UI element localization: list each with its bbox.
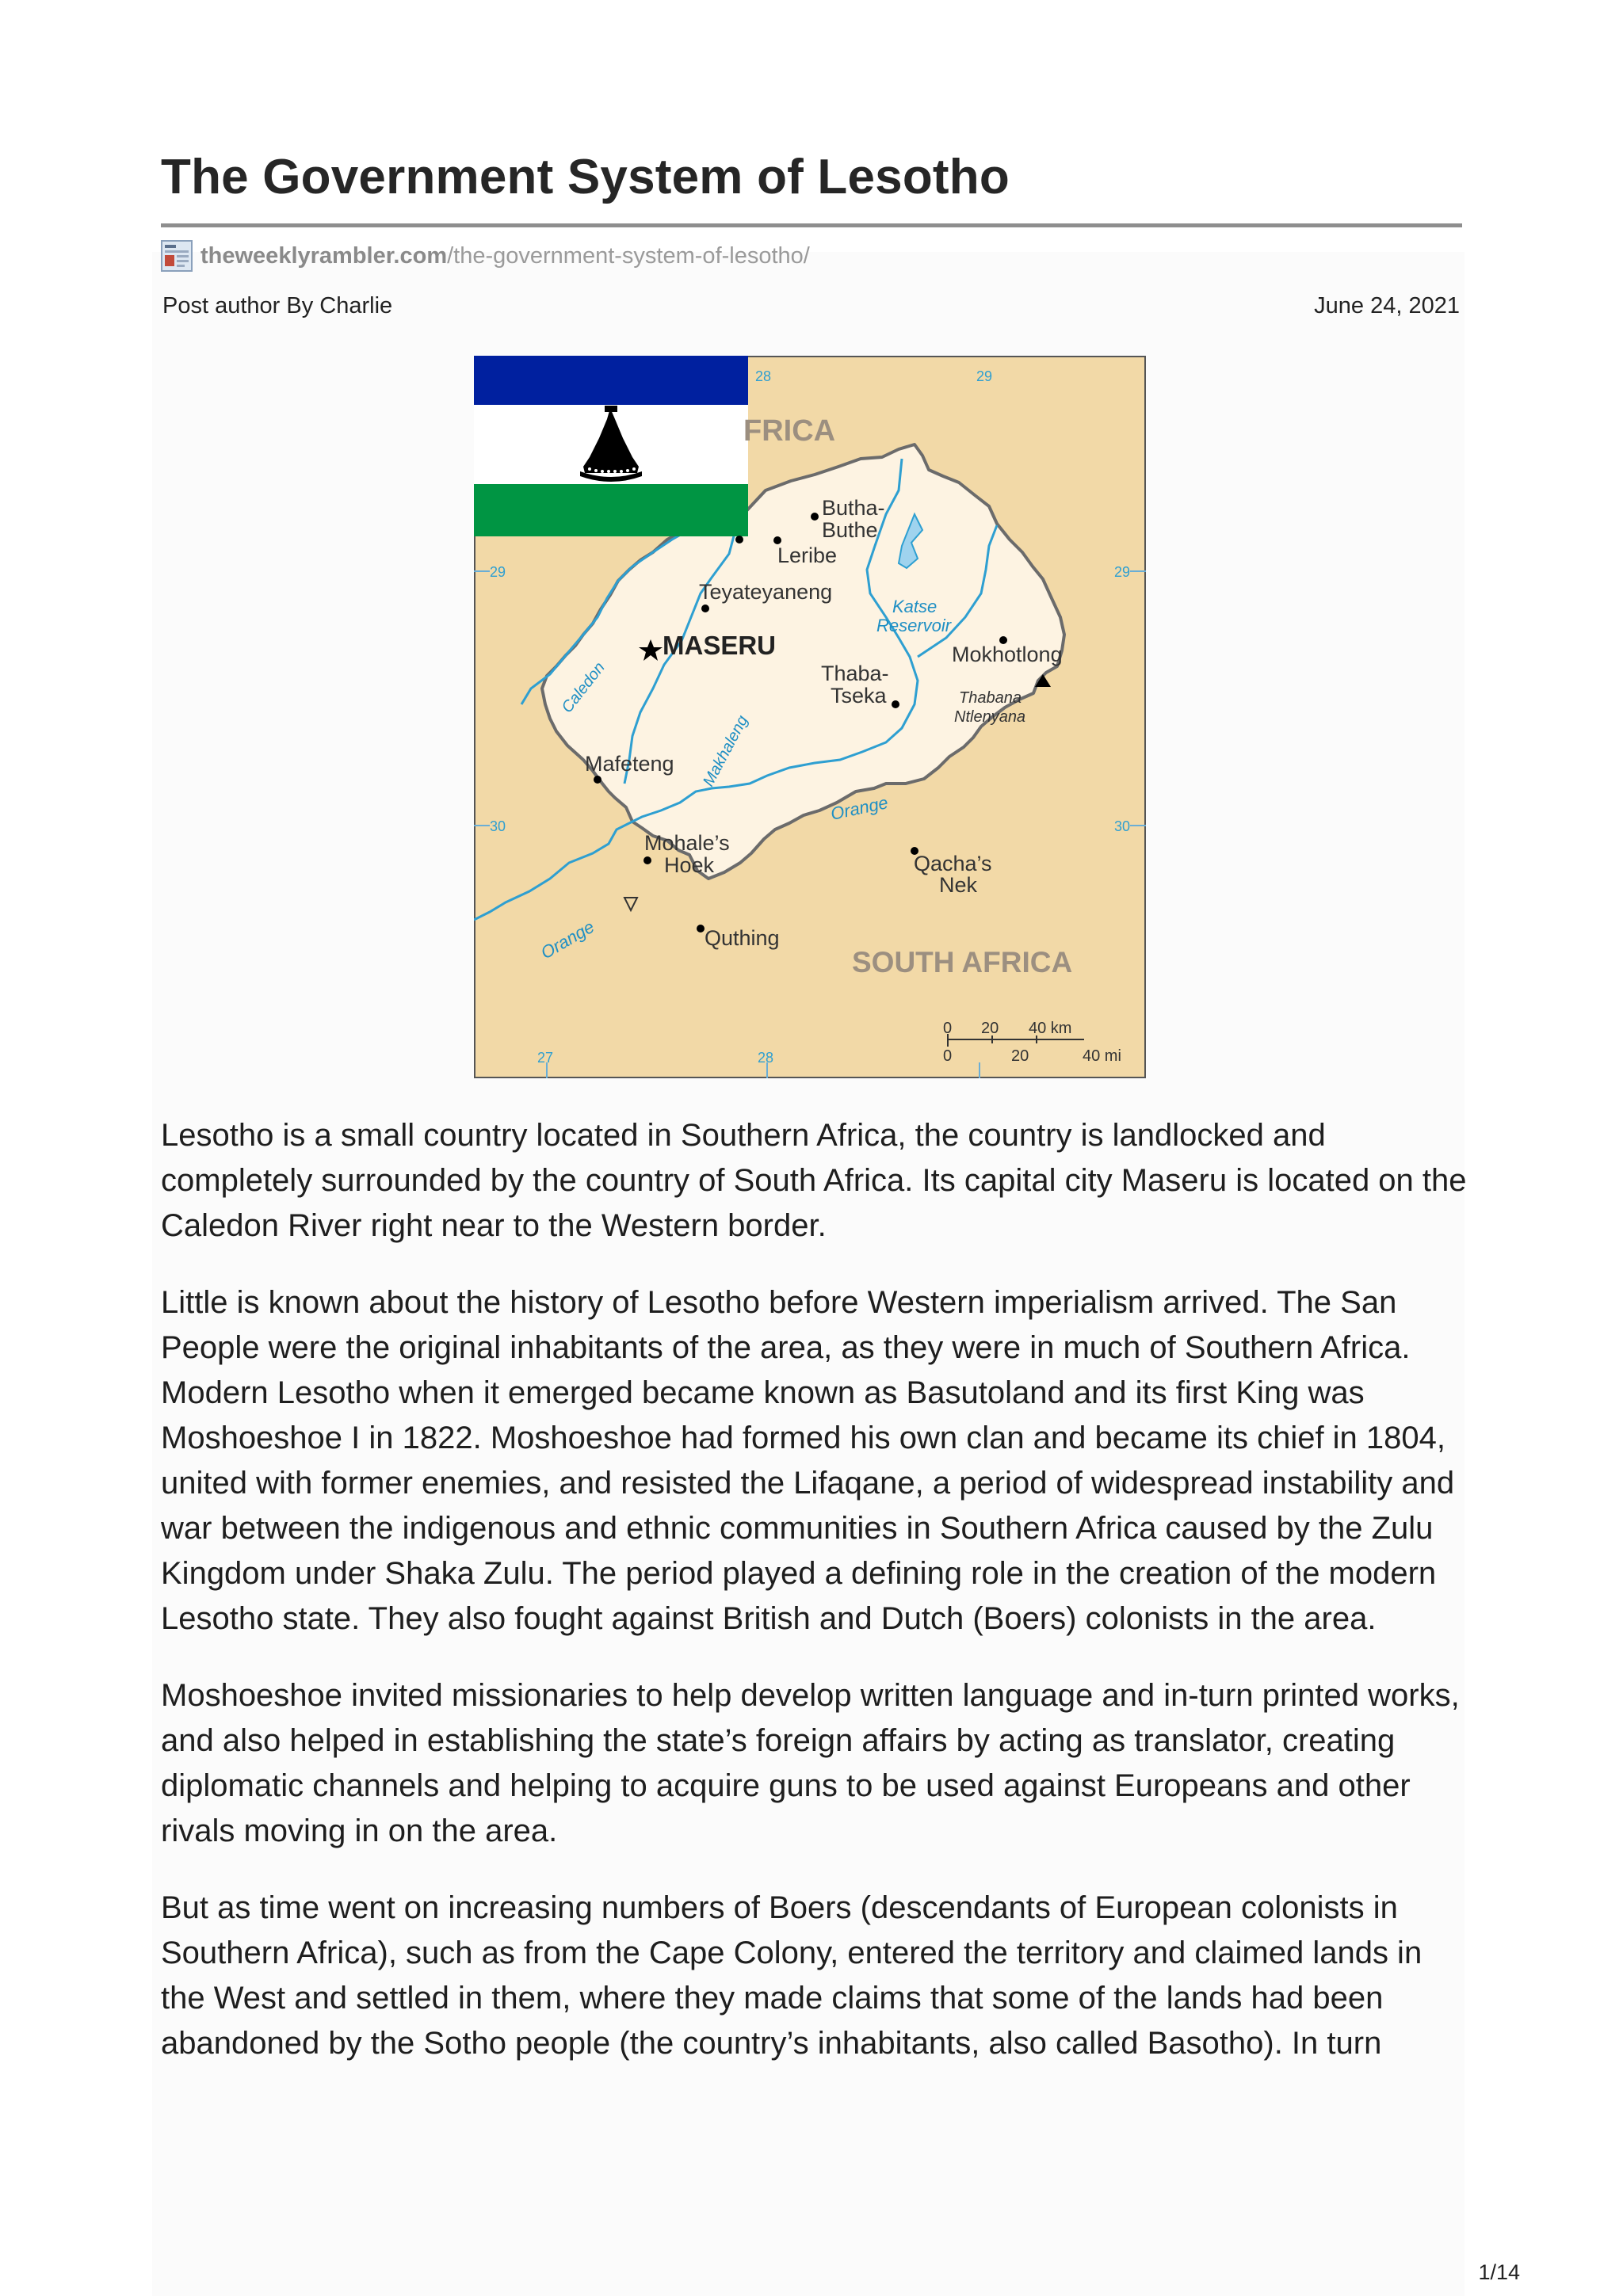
scale-mi-0: 0 <box>943 1047 953 1065</box>
scale-km-0: 0 <box>943 1020 953 1037</box>
grid-label-29-top: 29 <box>976 368 993 384</box>
qachas-nek-label-1: Qacha’s <box>914 852 992 875</box>
source-link-row[interactable] <box>161 240 810 272</box>
flag-green-band <box>474 484 748 536</box>
grid-label-30-right: 30 <box>1114 818 1131 834</box>
article-body <box>161 1113 1468 2098</box>
mokhotlong-label: Mokhotlong <box>952 643 1063 666</box>
source-url[interactable] <box>200 243 810 269</box>
lesotho-map-figure <box>474 356 1146 1078</box>
teyateyaneng-label: Teyateyaneng <box>699 580 833 604</box>
caledon-river-label: Caledon <box>558 658 609 717</box>
post-author: Post author By Charlie <box>162 293 393 318</box>
grid-label-28-top: 28 <box>755 368 772 384</box>
grid-label-29-left: 29 <box>490 564 506 580</box>
source-path[interactable]: /the-government-system-of-lesotho/ <box>447 242 810 269</box>
site-favicon-icon <box>161 240 193 272</box>
thaba-tseka-label-1: Thaba- <box>821 662 889 685</box>
paragraph: Moshoeshoe invited missionaries to help develop written language and in-turn printed works, and also helped in establishing the state’s foreign affairs by acting as translator, creating diplomatic channels and helping to acquire guns to be used against Europeans and other rivals moving in on the area. <box>161 1678 1460 1848</box>
scale-km-20: 20 <box>981 1020 999 1037</box>
mafeteng-label: Mafeteng <box>585 752 674 776</box>
orange-river-inner-label: Orange <box>828 792 890 824</box>
grid-label-27-bottom: 27 <box>537 1050 554 1066</box>
maseru-label: MASERU <box>663 631 777 660</box>
grid-label-29-right: 29 <box>1114 564 1131 580</box>
post-date: June 24, 2021 <box>1314 293 1460 318</box>
grid-label-30-left: 30 <box>490 818 506 834</box>
paragraph: But as time went on increasing numbers of Boers (descendants of European colonists in Southern Africa), such as from the Cape Colony, entered the territory and claimed lands in the West and settled in them, where they made claims that some of the lands had been abandoned by the Sotho people (the country’s inhabitants, also called Basotho). In turn <box>161 1890 1423 2061</box>
lesotho-map <box>474 356 1146 1078</box>
orange-river-outer-label: Orange <box>537 916 598 963</box>
mohales-hoek-label-2: Hoek <box>664 853 715 877</box>
grid-label-28-bottom: 28 <box>758 1050 774 1066</box>
paragraph: Little is known about the history of Lesotho before Western imperialism arrived. The San People were the original inhabitants of the area, as they were in much of Southern Africa. Modern Lesotho when it emerged became known as Basutoland and its first King was Moshoeshoe I in 1822. Moshoeshoe had formed his own clan and became its chief in 1804, united with former enemies, and resisted the Lifaqane, a period of widespread instability and war between the indigenous and ethnic communities in Southern Africa caused by the Zulu Kingdom under Shaka Zulu. The period played a defining role in the creation of the modern Lesotho state. They also fought against British and Dutch (Boers) colonists in the area. <box>161 1285 1455 1636</box>
leribe-label: Leribe <box>777 543 838 567</box>
paragraph: Lesotho is a small country located in Southern Africa, the country is landlocked and completely surrounded by the country of South Africa. Its capital city Maseru is located on the Caledon River right near to the Western border. <box>161 1118 1467 1243</box>
africa-fragment-label: FRICA <box>743 414 836 448</box>
butha-buthe-label-2: Buthe <box>822 518 878 542</box>
scale-km-40: 40 km <box>1029 1020 1072 1037</box>
south-africa-label: SOUTH AFRICA <box>852 946 1073 978</box>
quthing-label: Quthing <box>705 926 780 950</box>
page-title: The Government System of Lesotho <box>161 150 1010 204</box>
butha-buthe-label-1: Butha- <box>822 496 885 520</box>
katse-label-2: Reservoir <box>876 616 952 635</box>
thabana-label-2: Ntlenyana <box>954 708 1026 726</box>
scale-mi-20: 20 <box>1011 1047 1029 1065</box>
katse-label-1: Katse <box>892 597 938 616</box>
mohales-hoek-label-1: Mohale’s <box>644 831 730 855</box>
flag-blue-band <box>474 356 748 405</box>
makhaleng-river-label: Makhaleng <box>699 712 752 790</box>
thaba-tseka-label-2: Tseka <box>831 684 887 707</box>
scale-mi-40: 40 mi <box>1083 1047 1121 1065</box>
title-divider <box>161 223 1462 227</box>
qachas-nek-label-2: Nek <box>939 873 978 897</box>
thabana-label-1: Thabana <box>959 689 1022 707</box>
page-number: 1/14 <box>1478 2260 1520 2284</box>
source-domain[interactable]: theweeklyrambler.com <box>200 242 448 269</box>
